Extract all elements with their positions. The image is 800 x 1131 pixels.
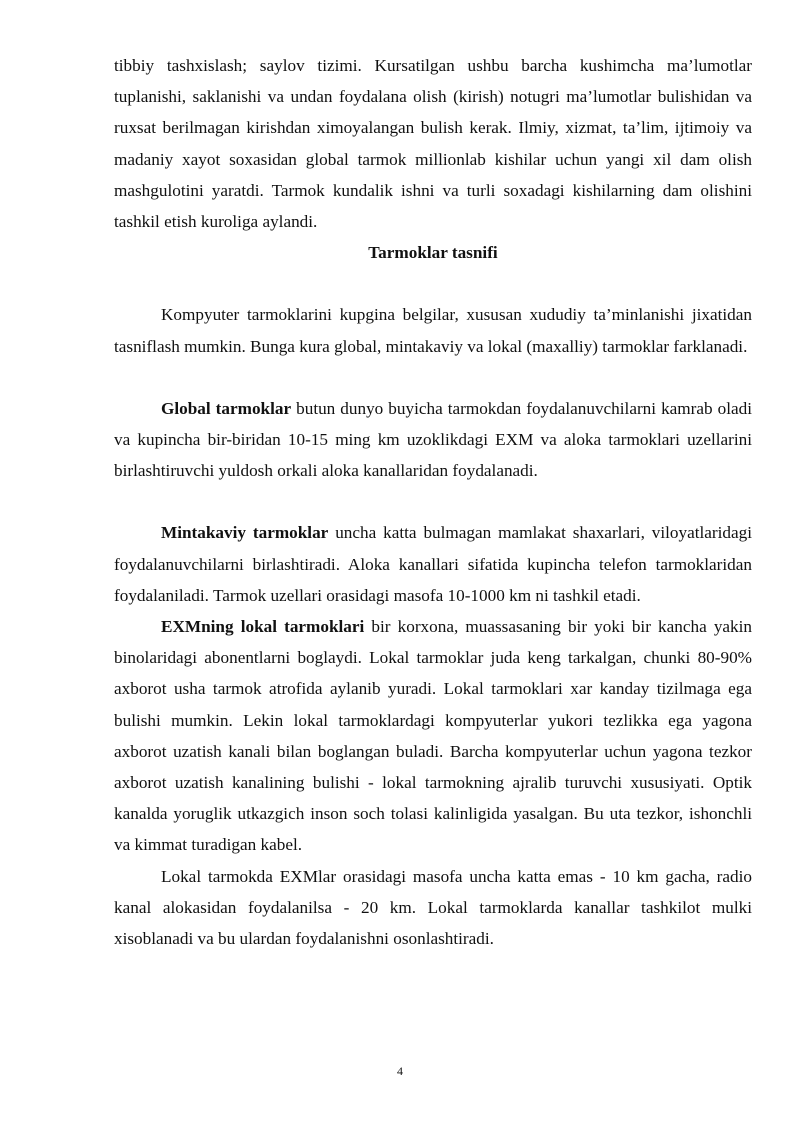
- local-distance-paragraph: Lokal tarmokda EXMlar orasidagi masofa uncha katta emas - 10 km gacha, radio kanal alokasidan foydalanilsa - 20 km. Lokal tarmoklarda kanallar tashkilot mulki xisoblanadi va bu ulardan foydalanishni osonlashtiradi.: [114, 866, 752, 949]
- classification-paragraph: Kompyuter tarmoklarini kupgina belgilar, xususan xududiy ta’minlanishi jixatidan tasniflash mumkin. Bunga kura global, mintakaviy va lokal (maxalliy) tarmoklar farklanadi.: [114, 305, 752, 356]
- document-page: [114, 50, 752, 954]
- local-networks-term: EXMning lokal tarmoklari: [161, 617, 365, 637]
- section-heading: Tarmoklar tasnifi: [368, 243, 498, 263]
- regional-networks-text: uncha katta bulmagan mamlakat shaxarlari, viloyatlaridagi foydalanuvchilarni birlashtiradi. Aloka kanallari sifatida kupincha telefon tarmoklaridan foydalaniladi. Tarmok uzellari orasidagi masofa 10-1000 km ni tashkil etadi.: [114, 523, 752, 605]
- local-networks-paragraph: [114, 611, 752, 861]
- global-networks-paragraph: [114, 393, 752, 487]
- page-number: 4: [397, 1064, 403, 1078]
- regional-networks-term: Mintakaviy tarmoklar: [161, 523, 329, 543]
- intro-paragraph: tibbiy tashxislash; saylov tizimi. Kursatilgan ushbu barcha kushimcha ma’lumotlar tuplanishi, saklanishi va undan foydalana olish (kirish) notugri ma’lumotlar bulishidan va ruxsat berilmagan kirishdan ximoyalangan bulish kerak. Ilmiy, xizmat, ta’lim, ijtimoiy va madaniy xayot soxasidan global tarmok millionlab kishilar uchun yangi xil dam olish mashgulotini yaratdi. Tarmok kundalik ishni va turli soxadagi kishilarning dam olishini tashkil etish kuroliga aylandi.: [114, 56, 752, 232]
- global-networks-term: Global tarmoklar: [161, 398, 292, 418]
- local-networks-text: bir korxona, muassasaning bir yoki bir kancha yakin binolaridagi abonentlarni boglaydi. Lokal tarmoklar juda keng tarkalgan, chunki 80-90% axborot usha tarmok atrofida aylanib yuradi. Lokal tarmoklari xar kanday tizilmaga ega bulishi mumkin. Lekin lokal tarmoklardagi kompyuterlar yukori tezlikka ega yagona axborot uzatish kanali bilan boglangan buladi. Barcha kompyuterlar uchun yagona tezkor axborot uzatish kanalining bulishi - lokal tarmokning ajralib turuvchi xususiyati. Optik kanalda yoruglik utkazgich inson soch tolasi kalinligida yasalgan. Bu uta tezkor, ishonchli va kimmat turadigan kabel.: [114, 617, 753, 855]
- regional-networks-paragraph: [114, 517, 752, 611]
- global-networks-text: butun dunyo buyicha tarmokdan foydalanuvchilarni kamrab oladi va kupincha bir-biridan 10-15 ming km uzoklikdagi EXM va aloka tarmoklari uzellarini birlashtiruvchi yuldosh orkali aloka kanallaridan foydalanadi.: [114, 398, 752, 481]
